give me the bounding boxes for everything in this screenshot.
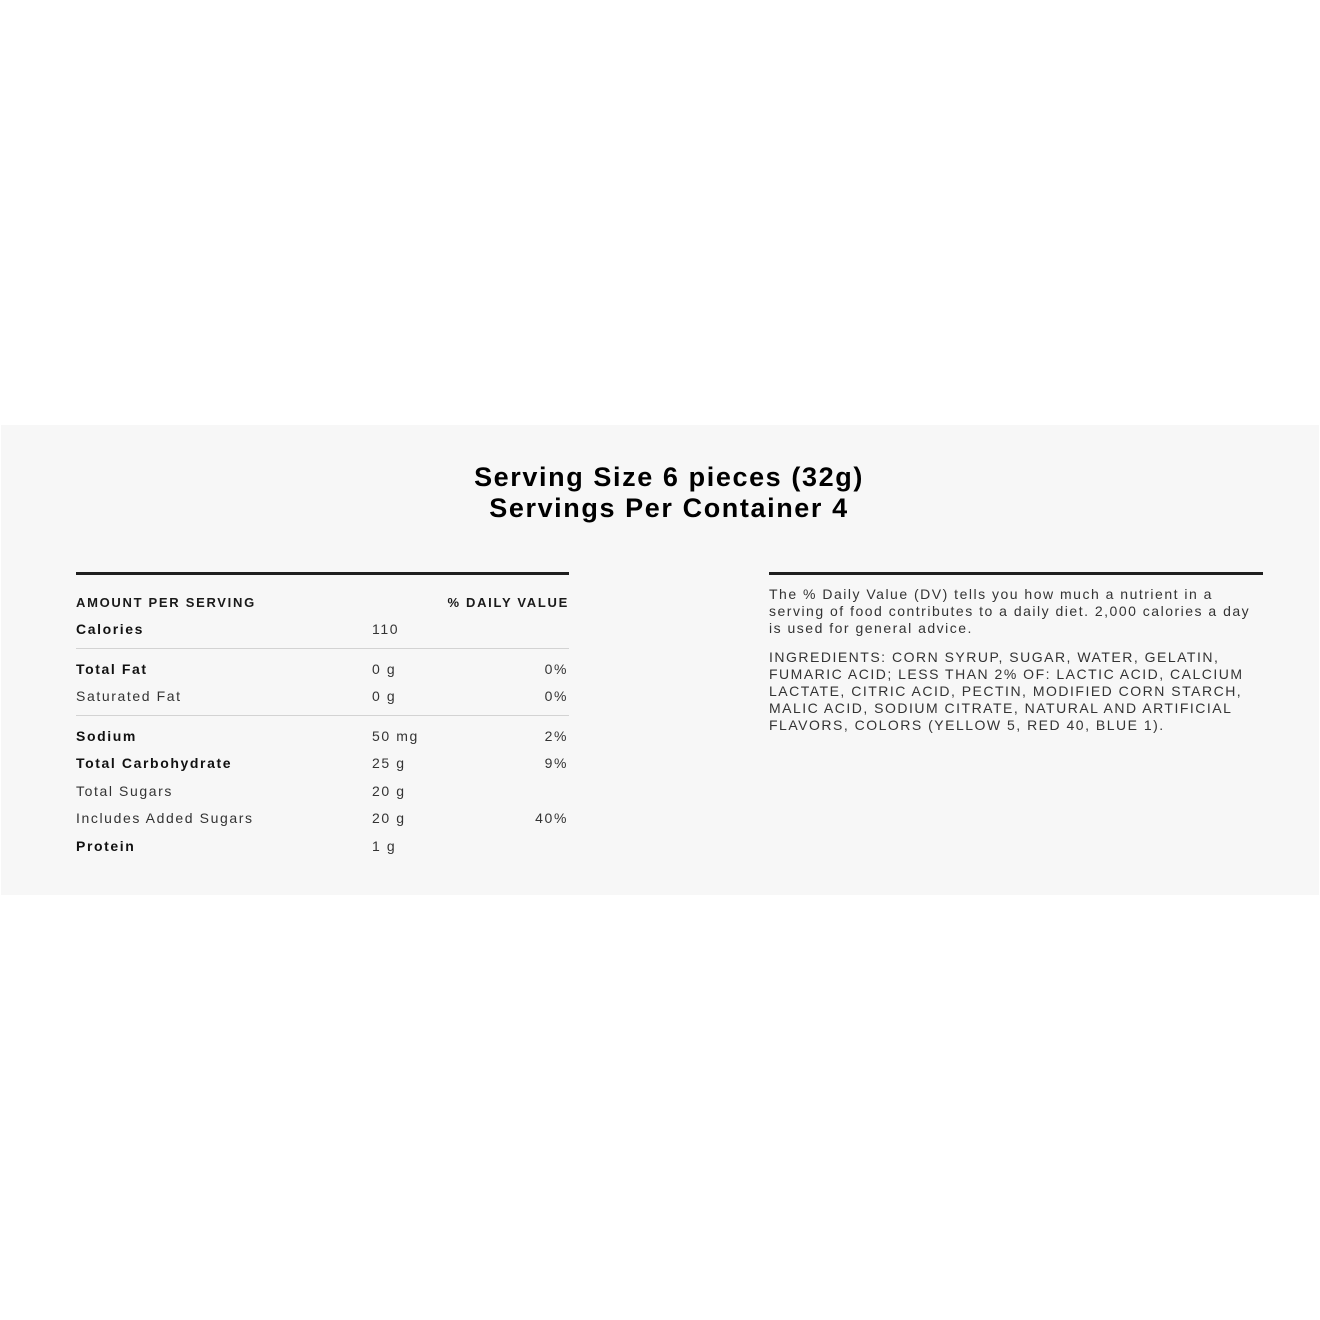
nutrition-panel — [1, 425, 1319, 895]
table-row-sodium — [76, 723, 569, 751]
serving-heading — [1, 462, 1320, 524]
nutrient-amount: 20 g — [372, 782, 406, 799]
nutrient-amount: 1 g — [372, 837, 397, 854]
nutrient-amount: 110 — [372, 621, 400, 637]
info-column — [769, 572, 1263, 734]
daily-value-note: The % Daily Value (DV) tells you how much a nutrient in a serving of food contributes to a daily diet. 2,000 calories a day is used for general advice. — [769, 586, 1251, 636]
nutrient-name: Includes Added Sugars — [76, 810, 254, 826]
table-header — [76, 592, 569, 616]
nutrient-amount: 20 g — [372, 810, 406, 826]
nutrient-amount: 0 g — [372, 660, 397, 677]
table-row-total-sugars — [76, 778, 569, 806]
daily-value-header: % DAILY VALUE — [447, 595, 569, 610]
nutrient-amount: 25 g — [372, 755, 406, 771]
table-row-protein — [76, 833, 569, 861]
servings-per-container: Servings Per Container 4 — [489, 493, 849, 523]
table-row-total-carbohydrate — [76, 750, 569, 778]
nutrient-name: Total Fat — [76, 660, 148, 677]
ingredients-text: INGREDIENTS: CORN SYRUP, SUGAR, WATER, GELATIN, FUMARIC ACID; LESS THAN 2% OF: LACTIC ACID, CALCIUM LACTATE, CITRIC ACID, PECTIN, MODIFIED CORN STARCH, MALIC ACID, SODIUM CITRATE, NATURAL AND ARTIFICIAL FLAVORS, COLORS (YELLOW 5, RED 40, BLUE 1). — [769, 649, 1244, 733]
table-row-calories — [76, 616, 569, 644]
amount-per-serving-header: AMOUNT PER SERVING — [76, 595, 256, 610]
nutrient-name: Total Carbohydrate — [76, 755, 233, 771]
row-divider — [76, 648, 569, 649]
nutrient-amount: 50 mg — [372, 727, 419, 744]
nutrient-name: Calories — [76, 621, 145, 637]
nutrient-dv: 2% — [544, 727, 568, 744]
nutrition-table — [76, 572, 569, 860]
table-row-saturated-fat — [76, 683, 569, 711]
nutrient-name: Sodium — [76, 727, 137, 744]
info-top-rule — [769, 572, 1263, 575]
table-row-total-fat — [76, 656, 569, 684]
table-top-rule — [76, 572, 569, 575]
nutrient-dv: 9% — [544, 755, 568, 771]
nutrient-dv: 0% — [544, 660, 568, 677]
nutrient-amount: 0 g — [372, 688, 397, 704]
row-divider — [76, 715, 569, 716]
nutrient-dv: 0% — [544, 688, 568, 704]
nutrient-name: Saturated Fat — [76, 688, 182, 704]
table-row-added-sugars — [76, 805, 569, 833]
nutrient-dv: 40% — [535, 810, 568, 826]
nutrient-name: Protein — [76, 837, 136, 854]
serving-size: Serving Size 6 pieces (32g) — [474, 462, 864, 492]
nutrient-name: Total Sugars — [76, 782, 174, 799]
